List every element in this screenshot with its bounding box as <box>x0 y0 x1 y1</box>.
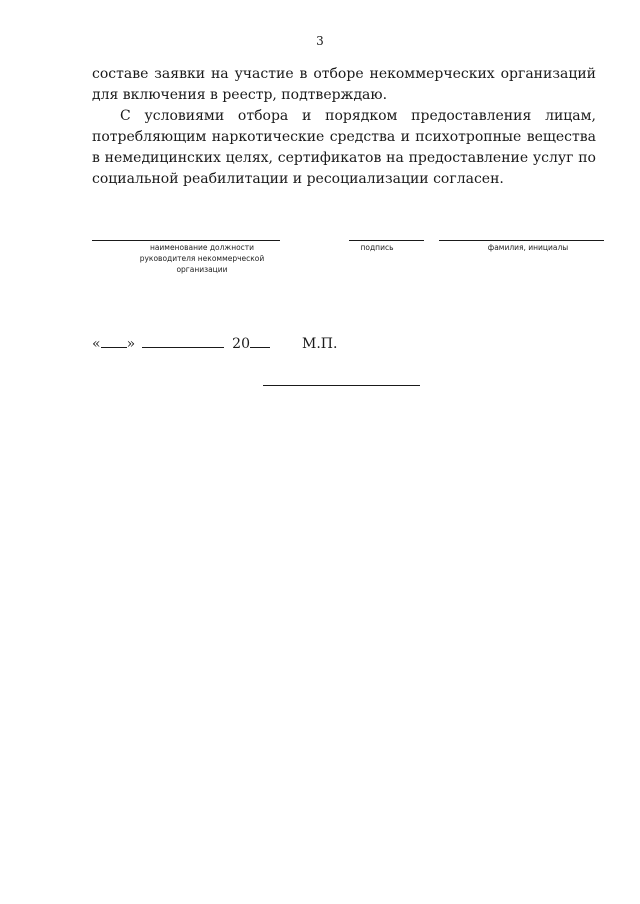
position-caption <box>118 242 286 275</box>
signature-caption: подпись <box>360 243 394 252</box>
year-prefix: 20 <box>232 336 250 352</box>
paragraph-consent: С условиями отбора и порядком предоставления лицам, потребляющим наркотические средства и психотропные вещества в немедицинских целях, сертификатов на предоставление услуг по социальной реабилитации и ресоциализации согласен. <box>92 108 596 187</box>
position-line <box>92 240 280 241</box>
paragraph-confirmation: составе заявки на участие в отборе некоммерческих организаций для включения в реестр, подтверждаю. <box>92 66 596 103</box>
date-row <box>92 333 337 352</box>
document-body <box>92 64 596 190</box>
end-line <box>263 385 420 386</box>
date-close-quote: » <box>126 336 136 352</box>
position-caption-line-2: руководителя некоммерческой <box>139 254 265 263</box>
position-caption-line-3: организации <box>176 265 228 274</box>
year-blank <box>250 333 270 348</box>
signature-line <box>349 240 424 241</box>
position-caption-line-1: наименование должности <box>149 243 255 252</box>
stamp-label: М.П. <box>301 336 338 352</box>
name-caption: фамилия, инициалы <box>487 243 569 252</box>
name-line <box>439 240 604 241</box>
date-open-quote: « <box>92 336 101 352</box>
day-blank <box>101 333 127 348</box>
page-number: 3 <box>316 34 324 48</box>
month-blank <box>142 333 224 348</box>
